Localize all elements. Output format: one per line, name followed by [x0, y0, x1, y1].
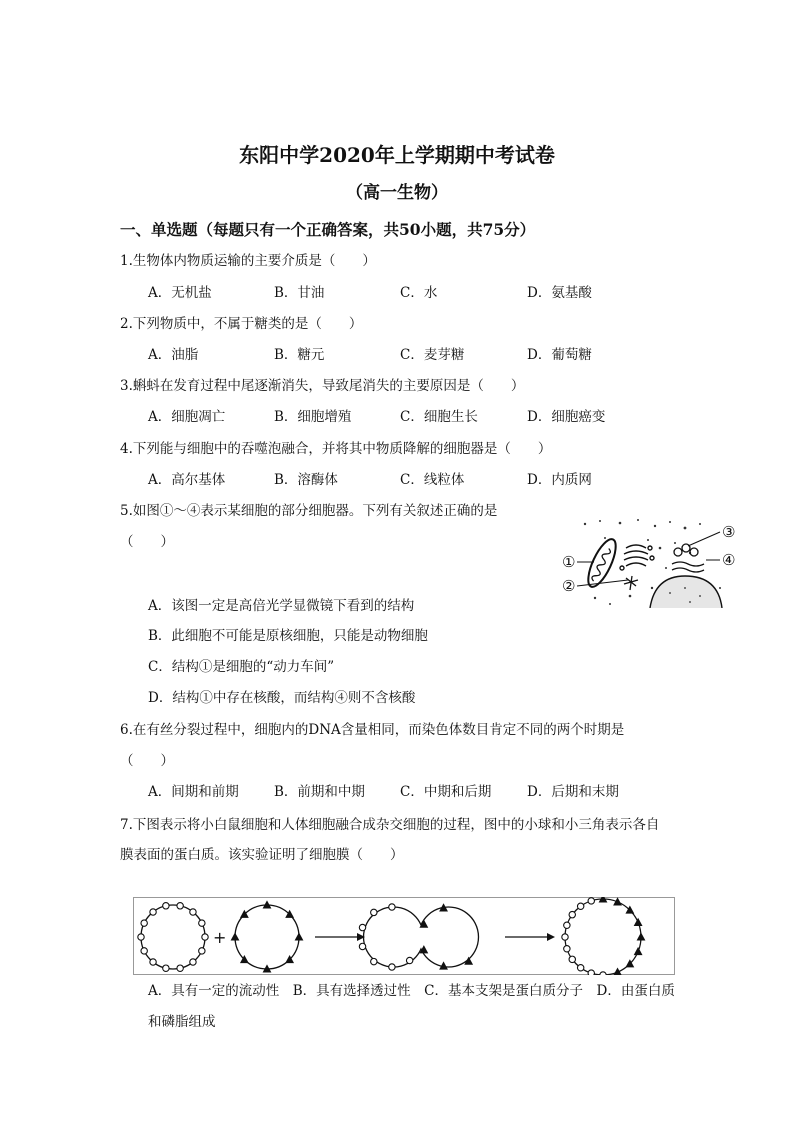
- mouse-protein-marker: [163, 903, 169, 909]
- question-7-stem: 7.下图表示将小白鼠细胞和人体细胞融合成杂交细胞的过程，图中的小球和小三角表示各自: [120, 817, 660, 833]
- question-5-option-d: D．结构①中存在核酸，而结构④则不含核酸: [148, 690, 416, 706]
- figure-label-3: ③: [722, 523, 736, 541]
- question-2-option-d: D．葡萄糖: [527, 347, 592, 363]
- question-4-option-c: C．线粒体: [400, 472, 465, 488]
- organelle-drawing: [560, 518, 740, 608]
- human-protein-marker: [635, 948, 642, 955]
- question-6-option-c: C．中期和后期: [400, 784, 492, 800]
- question-2-option-b: B．糖元: [274, 347, 325, 363]
- mouse-protein-marker: [202, 934, 208, 940]
- mouse-protein-marker: [577, 965, 583, 971]
- plus-sign: +: [213, 928, 227, 947]
- mouse-protein-marker: [564, 922, 570, 928]
- question-3-option-a: A．细胞凋亡: [148, 409, 226, 425]
- mouse-protein-marker: [371, 958, 377, 964]
- mouse-protein-marker: [562, 934, 568, 940]
- mouse-protein-marker: [199, 920, 205, 926]
- question-6-option-b: B．前期和中期: [274, 784, 365, 800]
- question-4-option-b: B．溶酶体: [274, 472, 338, 488]
- page-subtitle: （高一生物）: [346, 183, 448, 203]
- mouse-protein-marker: [588, 970, 594, 975]
- mouse-protein-marker: [199, 948, 205, 954]
- question-5-option-a: A．该图一定是高倍光学显微镜下看到的结构: [148, 598, 415, 614]
- question-2-option-a: A．油脂: [148, 347, 199, 363]
- mouse-protein-marker: [569, 956, 575, 962]
- question-3-option-b: B．细胞增殖: [274, 409, 352, 425]
- human-protein-marker: [635, 919, 642, 926]
- question-1-stem: 1.生物体内物质运输的主要介质是（ ）: [120, 253, 376, 269]
- question-2-option-c: C．麦芽糖: [400, 347, 465, 363]
- question-1-option-c: C．水: [400, 285, 438, 301]
- figure-label-1: ①: [562, 553, 576, 571]
- question-1-option-d: D．氨基酸: [527, 285, 592, 301]
- mouse-protein-marker: [141, 920, 147, 926]
- mouse-protein-marker: [389, 964, 395, 970]
- question-7-options-cont: 和磷脂组成: [148, 1014, 216, 1030]
- question-4-option-d: D．内质网: [527, 472, 592, 488]
- question-3-stem: 3.蝌蚪在发育过程中尾逐渐消失，导致尾消失的主要原因是（ ）: [120, 378, 525, 394]
- question-5-stem-cont: （ ）: [120, 534, 174, 550]
- mouse-protein-marker: [141, 948, 147, 954]
- human-protein-marker: [232, 934, 239, 941]
- question-5-stem: 5.如图①～④表示某细胞的部分细胞器。下列有关叙述正确的是: [120, 503, 498, 519]
- mouse-protein-marker: [177, 903, 183, 909]
- question-3-option-c: C．细胞生长: [400, 409, 478, 425]
- mouse-protein-marker: [359, 943, 365, 949]
- mouse-protein-marker: [359, 924, 365, 930]
- mouse-protein-marker: [177, 965, 183, 971]
- organelle-figure: [560, 518, 740, 608]
- page-title: 东阳中学2020年上学期期中考试卷: [239, 143, 555, 167]
- question-7-stem-cont: 膜表面的蛋白质。该实验证明了细胞膜（ ）: [120, 847, 404, 863]
- question-2-stem: 2.下列物质中，不属于糖类的是（ ）: [120, 316, 363, 332]
- mouse-protein-marker: [406, 957, 412, 963]
- figure-label-4: ④: [722, 551, 736, 569]
- human-protein-marker: [296, 934, 303, 941]
- cell-fusion-figure: [133, 897, 675, 975]
- question-3-option-d: D．细胞癌变: [527, 409, 606, 425]
- mouse-protein-marker: [150, 959, 156, 965]
- question-5-option-c: C．结构①是细胞的“动力车间”: [148, 659, 335, 675]
- question-5-option-b: B．此细胞不可能是原核细胞，只能是动物细胞: [148, 628, 428, 644]
- mouse-protein-marker: [389, 904, 395, 910]
- question-6-option-a: A．间期和前期: [148, 784, 239, 800]
- mouse-protein-marker: [150, 909, 156, 915]
- mouse-protein-marker: [190, 959, 196, 965]
- mouse-protein-marker: [163, 965, 169, 971]
- question-1-option-a: A．无机盐: [148, 285, 212, 301]
- mouse-protein-marker: [588, 898, 594, 904]
- section-heading: 一、单选题（每题只有一个正确答案，共50小题，共75分）: [120, 220, 536, 239]
- question-4-option-a: A．高尔基体: [148, 472, 226, 488]
- human-protein-marker: [614, 969, 621, 975]
- question-6-option-d: D．后期和末期: [527, 784, 619, 800]
- mouse-protein-marker: [138, 934, 144, 940]
- question-6-stem: 6.在有丝分裂过程中，细胞内的DNA含量相同，而染色体数目肯定不同的两个时期是: [120, 722, 625, 738]
- human-protein-marker: [638, 934, 645, 941]
- mouse-protein-marker: [564, 946, 570, 952]
- mouse-protein-marker: [600, 972, 606, 975]
- question-6-stem-cont: （ ）: [120, 753, 174, 769]
- question-1-option-b: B．甘油: [274, 285, 325, 301]
- mouse-protein-marker: [190, 909, 196, 915]
- mouse-protein-marker: [577, 903, 583, 909]
- mouse-protein-marker: [569, 911, 575, 917]
- figure-label-2: ②: [562, 577, 576, 595]
- cell-fusion-drawing: [133, 897, 675, 975]
- question-7-options: A．具有一定的流动性 B．具有选择透过性 C．基本支架是蛋白质分子 D．由蛋白质: [148, 983, 675, 999]
- mouse-protein-marker: [371, 909, 377, 915]
- question-4-stem: 4.下列能与细胞中的吞噬泡融合，并将其中物质降解的细胞器是（ ）: [120, 441, 552, 457]
